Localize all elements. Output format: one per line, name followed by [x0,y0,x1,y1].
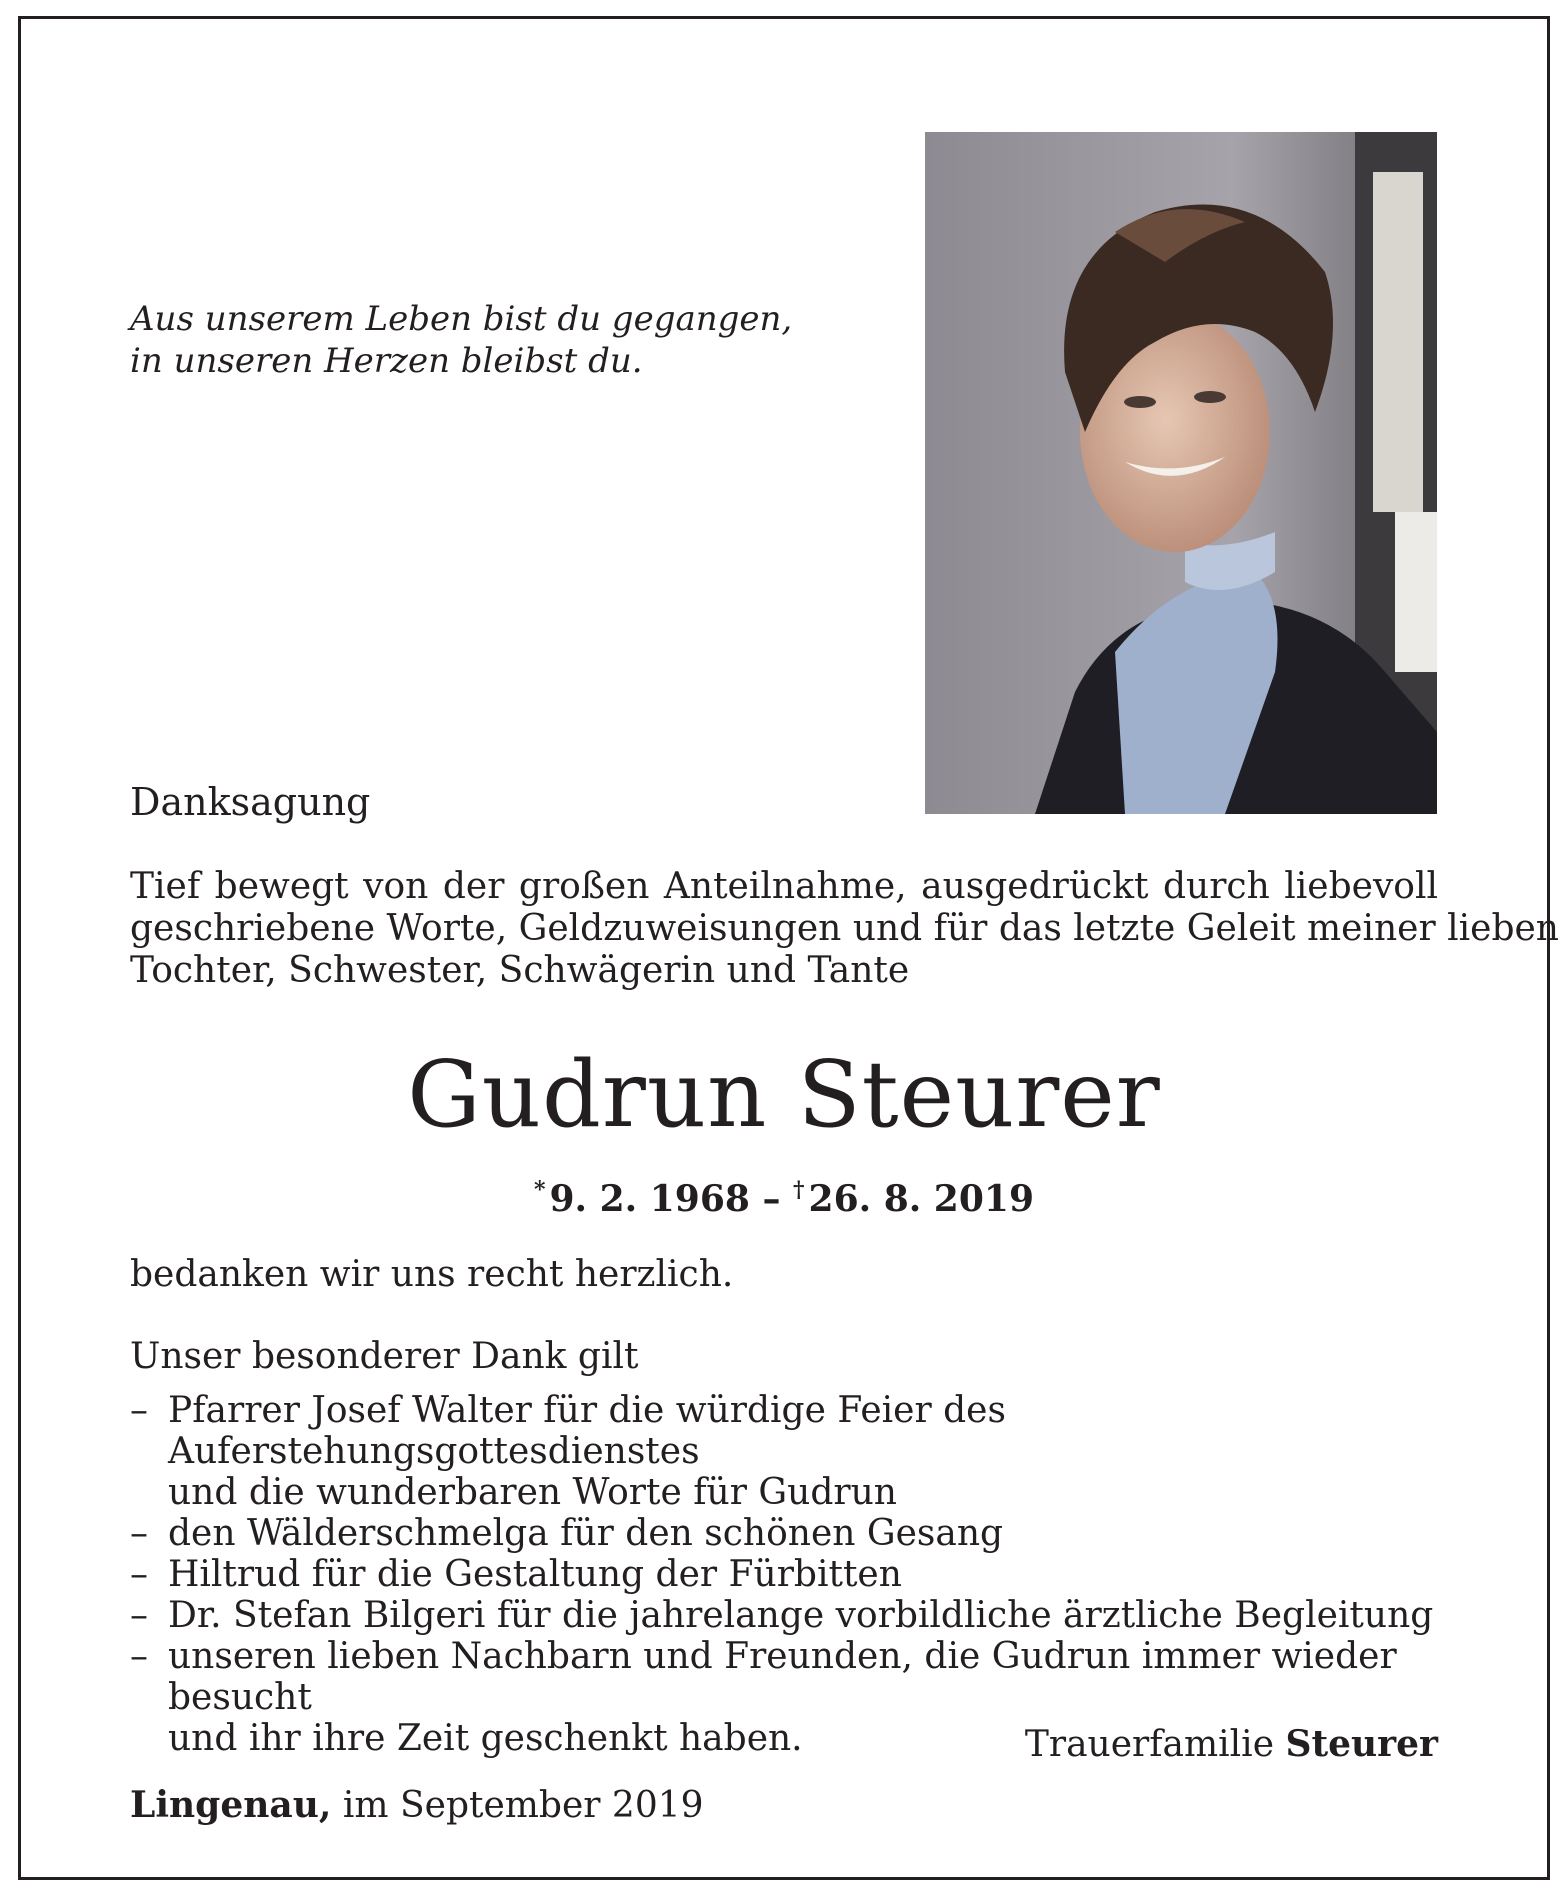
deceased-name: Gudrun Steurer [407,1041,1161,1148]
date-separator: – [762,1178,781,1220]
death-date: 26. 8. 2019 [808,1178,1035,1220]
list-item [130,1554,1440,1595]
list-item [130,1595,1440,1636]
signature-prefix: Trauerfamilie [1024,1724,1274,1765]
place-date [130,1784,704,1827]
intro-paragraph [130,866,1559,992]
memorial-quote [130,298,830,382]
list-item-line: und die wunderbaren Worte für Gudrun [168,1472,897,1513]
list-item [130,1513,1440,1554]
list-item-line: Hiltrud für die Gestaltung der Fürbitten [168,1554,902,1595]
signature-family: Steurer [1285,1723,1438,1765]
intro-line-3: Tochter, Schwester, Schwägerin und Tante [130,950,910,991]
intro-line-1: Tief bewegt von der großen Anteilnahme, ausgedrückt durch liebevoll [130,866,1438,907]
list-item [130,1390,1440,1513]
list-item-line: Pfarrer Josef Walter für die würdige Feier des Auferstehungsgottesdienstes [168,1390,1006,1472]
place-town: Lingenau, [130,1784,332,1826]
quote-line-1: Aus unserem Leben bist du gegangen, [130,299,793,339]
list-item-line: den Wälderschmelga für den schönen Gesang [168,1513,1004,1554]
special-thanks-list [130,1390,1440,1759]
thanks-line: bedanken wir uns recht herzlich. [130,1254,734,1295]
list-dash: – [130,1595,148,1636]
heading-danksagung: Danksagung [130,780,371,824]
list-dash: – [130,1554,148,1595]
list-item-line: und ihr ihre Zeit geschenkt haben. [168,1718,803,1759]
life-dates [0,1168,1568,1221]
place-date-text: im September 2019 [342,1785,704,1826]
quote-line-2: in unseren Herzen bleibst du. [130,341,643,381]
list-dash: – [130,1390,148,1431]
special-thanks-intro: Unser besonderer Dank gilt [130,1336,639,1377]
portrait-photo [925,132,1437,814]
list-item-line: unseren lieben Nachbarn und Freunden, die Gudrun immer wieder besucht [168,1636,1397,1718]
birth-symbol: * [533,1177,546,1203]
intro-line-2: geschriebene Worte, Geldzuweisungen und für das letzte Geleit meiner lieben [130,908,1559,949]
death-symbol: † [793,1177,805,1203]
family-signature [1025,1723,1438,1766]
birth-date: 9. 2. 1968 [549,1178,750,1220]
list-dash: – [130,1513,148,1554]
list-dash: – [130,1636,148,1677]
list-item-line: Dr. Stefan Bilgeri für die jahrelange vorbildliche ärztliche Begleitung [168,1595,1434,1636]
